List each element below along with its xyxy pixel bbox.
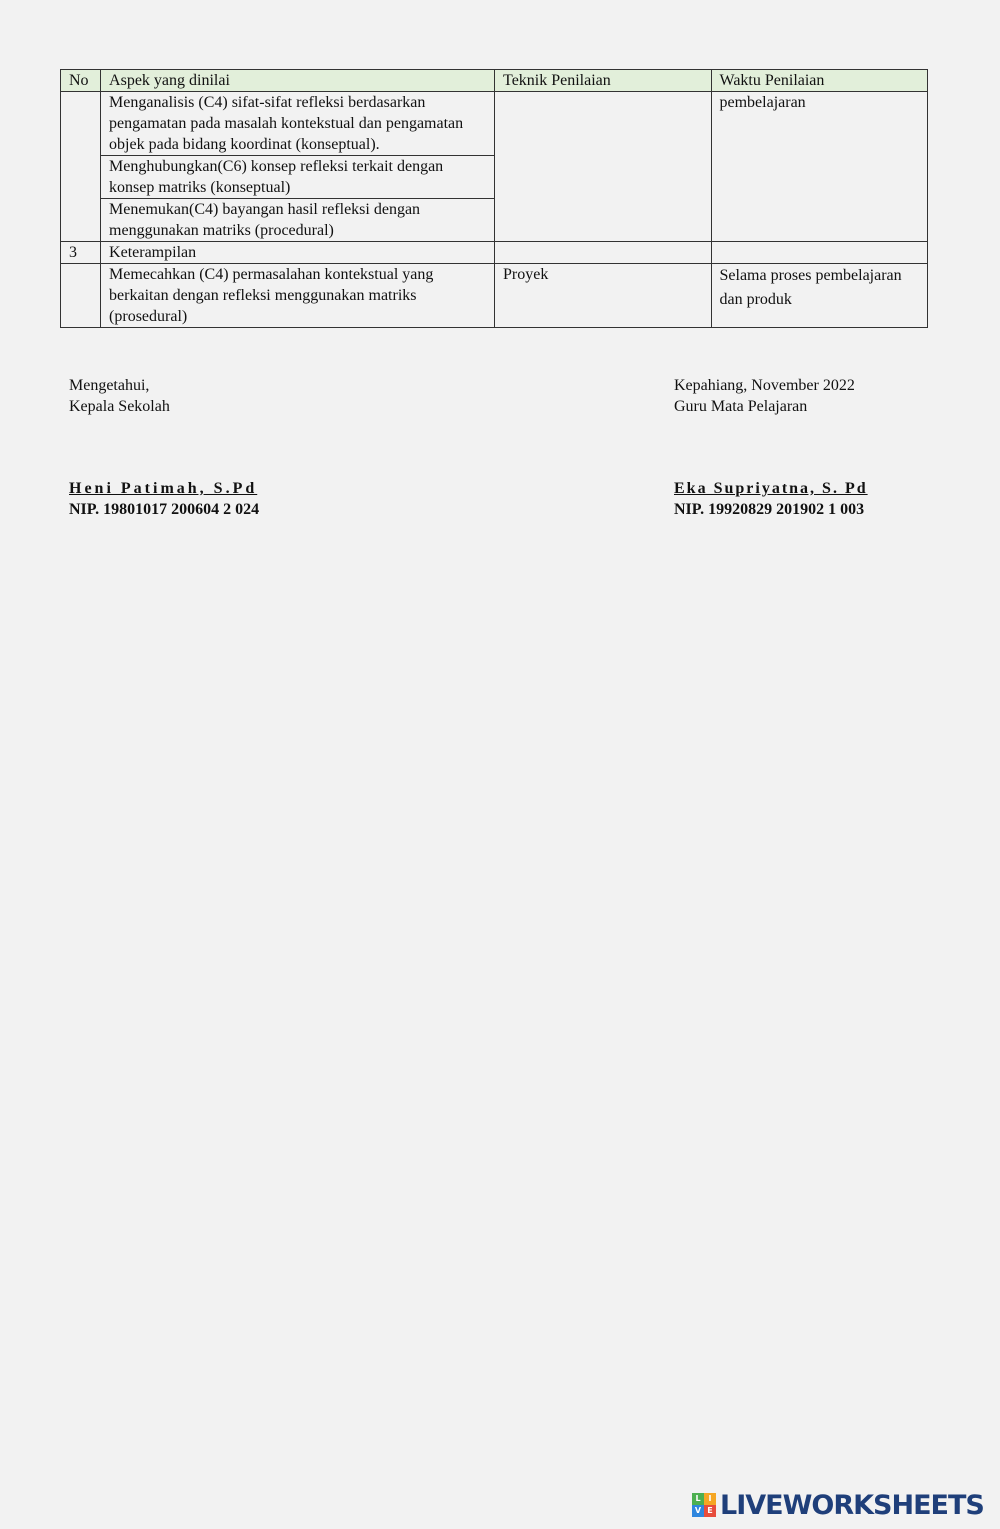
signature-right-name: Eka Supriyatna, S. Pd [674,480,868,497]
table-header-row [61,70,928,92]
signature-right-line1: Kepahiang, November 2022 [674,377,855,394]
assessment-table [60,69,928,328]
liveworksheets-brand[interactable] [692,1489,984,1521]
header-teknik: Teknik Penilaian [495,70,711,92]
liveworksheets-logo-icon [692,1493,716,1517]
signature-left-block [69,375,170,417]
table-row [61,242,928,264]
logo-tile: E [704,1505,716,1517]
logo-tile: V [692,1505,704,1517]
cell-aspek: Menganalisis (C4) sifat-sifat refleksi berdasarkan pengamatan pada masalah kontekstual dan pengamatan objek pada bidang koordinat (konseptual). [101,92,495,156]
cell-no-empty [61,264,101,328]
cell-no: 3 [61,242,101,264]
logo-tile: L [692,1493,704,1505]
cell-waktu-empty [711,242,928,264]
cell-teknik: Proyek [495,264,711,328]
table-row [61,264,928,328]
logo-tile: I [704,1493,716,1505]
signature-right-line2: Guru Mata Pelajaran [674,398,808,415]
brand-name: LIVEWORKSHEETS [720,1489,984,1521]
cell-aspek: Menghubungkan(C6) konsep refleksi terkait dengan konsep matriks (konseptual) [101,156,495,199]
signature-left-name: Heni Patimah, S.Pd [69,480,258,497]
signature-right-nip: NIP. 19920829 201902 1 003 [674,501,865,518]
signature-right-block [674,375,855,417]
header-waktu: Waktu Penilaian [711,70,928,92]
header-aspek: Aspek yang dinilai [101,70,495,92]
table-row [61,92,928,156]
cell-aspek: Keterampilan [101,242,495,264]
cell-waktu: pembelajaran [711,92,928,242]
signature-left-line1: Mengetahui, [69,377,150,394]
cell-aspek: Menemukan(C4) bayangan hasil refleksi dengan menggunakan matriks (procedural) [101,199,495,242]
signature-left-nip: NIP. 19801017 200604 2 024 [69,501,260,518]
cell-teknik-empty [495,242,711,264]
signature-left-line2: Kepala Sekolah [69,398,170,415]
cell-waktu: Selama proses pembelajaran dan produk [711,264,928,328]
cell-aspek: Memecahkan (C4) permasalahan kontekstual yang berkaitan dengan refleksi menggunakan matriks (prosedural) [101,264,495,328]
cell-teknik-empty [495,92,711,242]
cell-no-empty [61,92,101,242]
header-no: No [61,70,101,92]
